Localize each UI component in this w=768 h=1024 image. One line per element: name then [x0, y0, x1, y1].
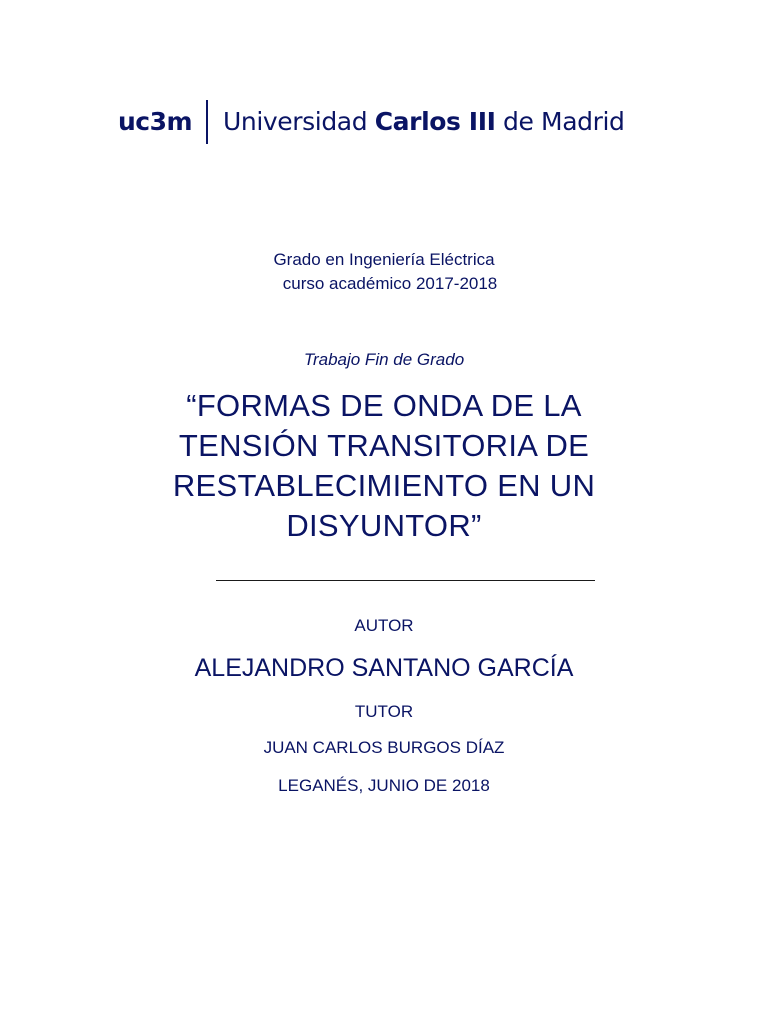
degree-name: Grado en Ingeniería Eléctrica — [273, 250, 495, 269]
title-divider — [216, 580, 595, 581]
tutor-label: TUTOR — [354, 702, 414, 721]
degree-info — [0, 248, 768, 296]
tutor-name: JUAN CARLOS BURGOS DÍAZ — [263, 738, 505, 757]
thesis-title — [0, 386, 768, 546]
university-logo — [118, 96, 663, 148]
logo-university-part2: Carlos III — [374, 107, 496, 136]
author-name: ALEJANDRO SANTANO GARCÍA — [194, 654, 574, 682]
logo-university-part3: de Madrid — [495, 107, 625, 136]
logo-divider — [206, 100, 208, 144]
author-label: AUTOR — [354, 616, 414, 635]
thesis-title-line: RESTABLECIMIENTO EN UN — [172, 468, 596, 503]
document-type: Trabajo Fin de Grado — [303, 350, 465, 369]
logo-university-name — [223, 106, 625, 138]
academic-year: curso académico 2017-2018 — [282, 274, 498, 293]
thesis-title-line: TENSIÓN TRANSITORIA DE — [178, 428, 590, 463]
thesis-title-line: DISYUNTOR” — [286, 508, 482, 543]
logo-university-part1: Universidad — [223, 107, 375, 136]
place-date: LEGANÉS, JUNIO DE 2018 — [278, 776, 490, 795]
thesis-title-line: “FORMAS DE ONDA DE LA — [186, 388, 582, 423]
logo-short-name: uc3m — [118, 107, 193, 136]
